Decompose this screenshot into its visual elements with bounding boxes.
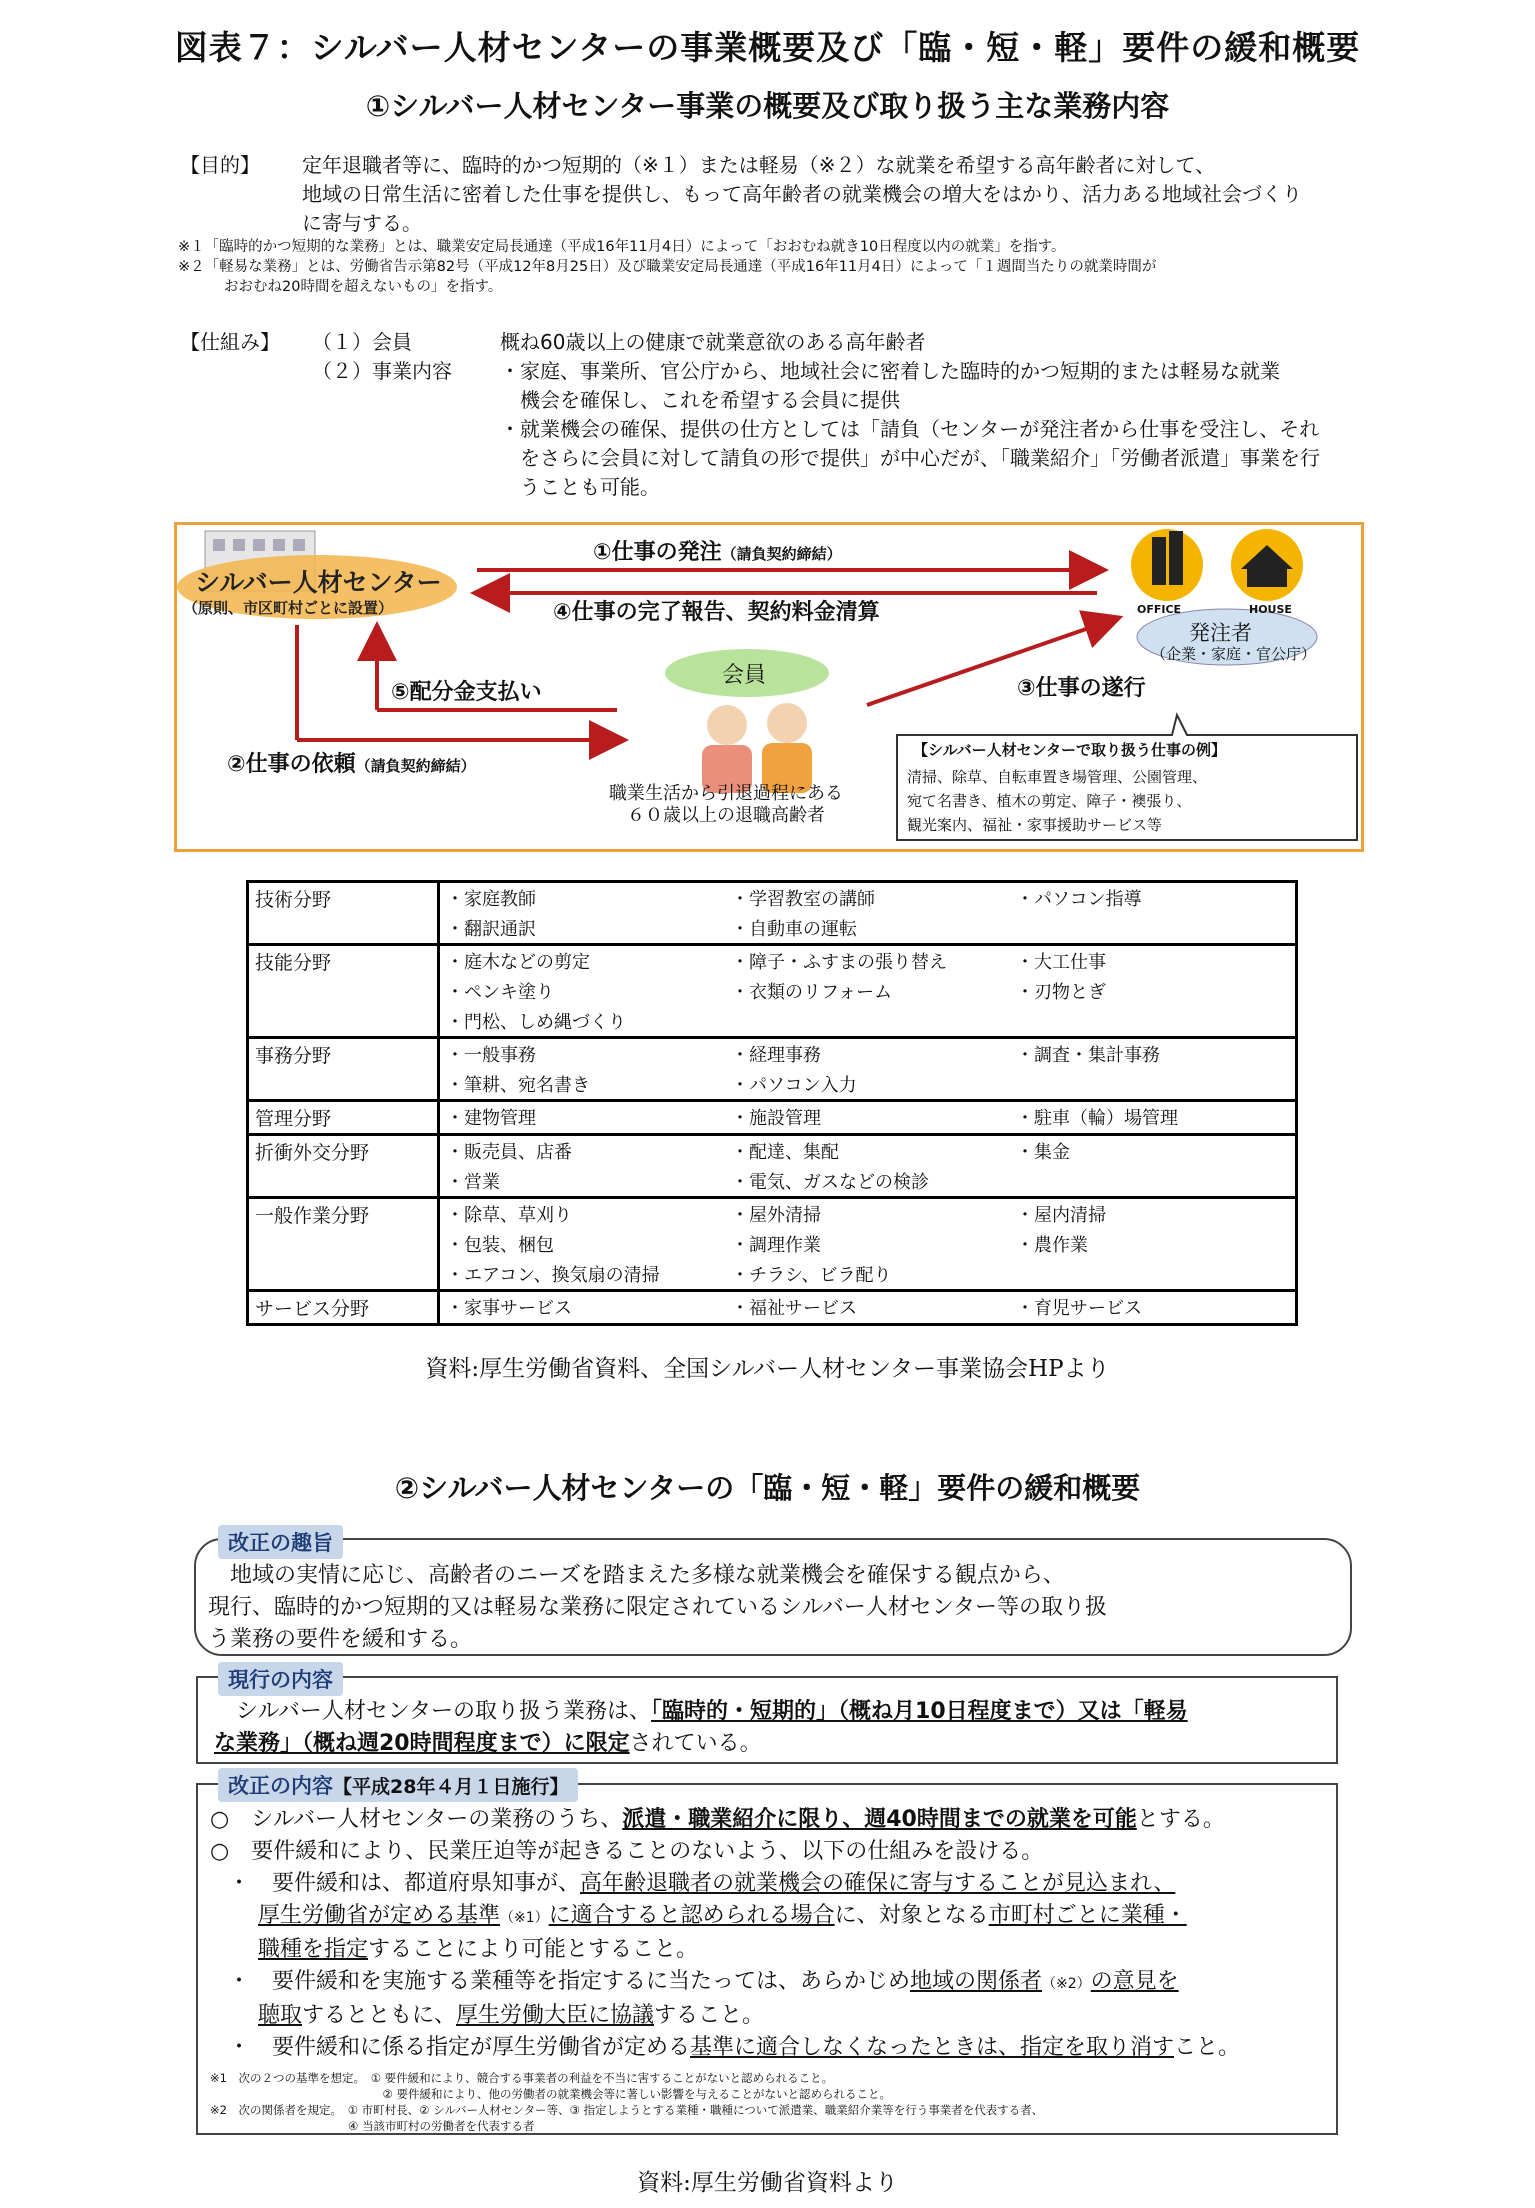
purpose-line: 定年退職者等に、臨時的かつ短期的（※１）または軽易（※２）な就業を希望する高年齢者に対して、: [302, 153, 1216, 177]
field-item: ・調査・集計事務: [1016, 1045, 1160, 1066]
field-item: ・筆耕、宛名書き: [446, 1075, 590, 1096]
field-item: ・障子・ふすまの張り替え: [731, 952, 947, 973]
section1-heading: ①シルバー人材センター事業の概要及び取り扱う主な業務内容: [365, 89, 1170, 123]
field-item: ・集金: [1016, 1142, 1070, 1163]
purpose-line: 地域の日常生活に密着した仕事を提供し、もって高年齢者の就業機会の増大をはかり、活力ある地域社会づくり: [302, 182, 1302, 206]
field-items-row: [440, 1166, 1295, 1196]
mechanism-item-label: （２）事業内容: [312, 359, 452, 383]
revision-tag: [218, 1768, 578, 1802]
rev1-underline: 派遣・職業紹介に限り、週40時間までの就業を可能: [622, 1807, 1137, 1832]
mech-line: をさらに会員に対して請負の形で提供」が中心だが、「職業紹介」「労働者派遣」事業を行: [500, 446, 1320, 470]
field-item: ・チラシ、ビラ配り: [731, 1265, 892, 1286]
aim-text: [208, 1560, 1107, 1656]
field-item: ・エアコン、換気扇の清掃: [446, 1265, 660, 1286]
current-post: されている。: [629, 1731, 762, 1756]
revision-text: [210, 1804, 1240, 2134]
example-line: 観光案内、福祉・家事援助サービス等: [907, 816, 1163, 834]
current-limit-2: な業務」（概ね週20時間程度まで）に限定: [214, 1731, 630, 1756]
business-flow-diagram: [174, 522, 1364, 852]
office-icon: [1131, 529, 1203, 601]
work-fields-table: [246, 880, 1298, 1326]
b1-standard: 厚生労働省が定める基準: [258, 1903, 501, 1928]
b3-pre: ・ 要件緩和に係る指定が厚生労働省が定める: [228, 2035, 691, 2060]
field-items-row: [440, 1229, 1295, 1259]
examples-title: 【シルバー人材センターで取り扱う仕事の例】: [913, 741, 1226, 759]
current-tag: 現行の内容: [218, 1662, 343, 1696]
b2-note-ref: （※2）: [1042, 1976, 1091, 1992]
mechanism-item-label: （１）会員: [312, 330, 412, 354]
field-item: ・自動車の運転: [731, 919, 857, 940]
field-item: ・駐車（輪）場管理: [1016, 1108, 1178, 1129]
source-1: 資料:厚生労働省資料、全国シルバー人材センター事業協会HPより: [425, 1356, 1110, 1382]
b3-post: こと。: [1174, 2035, 1241, 2060]
arrow1-text: ①仕事の発注: [593, 540, 722, 565]
field-item: ・包装、梱包: [446, 1235, 554, 1256]
field-item: ・パソコン指導: [1016, 889, 1142, 910]
rev-note-line: ※2 次の関係者を規定。 ① 市町村長、② シルバー人材センター等、③ 指定しようとする業種・職種について派遣業、職業紹介業等を行う事業者を代表する者、: [210, 2103, 1044, 2117]
example-line: 清掃、除草、自転車置き場管理、公園管理、: [907, 768, 1208, 786]
member-label: 会員: [722, 663, 767, 688]
revision-date: 【平成28年４月１日施行】: [333, 1776, 569, 1798]
field-name: 管理分野: [248, 1101, 439, 1135]
field-item: ・学習教室の講師: [731, 889, 875, 910]
arrow2-label: [227, 747, 476, 778]
field-item: ・家事サービス: [446, 1298, 572, 1319]
orderer-sub: （企業・家庭・官公庁）: [1151, 645, 1317, 663]
field-item: ・大工仕事: [1016, 952, 1106, 973]
rev-note-line: ② 要件緩和により、他の労働者の就業機会等に著しい影響を与えることがないと認められること。: [210, 2087, 891, 2101]
mechanism-item-text: [500, 357, 1320, 502]
field-row: [248, 1198, 1297, 1291]
field-items: [439, 1198, 1297, 1291]
rev1-pre: ○ シルバー人材センターの業務のうち、: [210, 1807, 623, 1832]
member-desc: [609, 783, 843, 827]
center-name: シルバー人材センター: [195, 568, 442, 597]
arrow5-label: ⑤配分金支払い: [391, 680, 542, 705]
field-item: ・刃物とぎ: [1016, 982, 1106, 1003]
purpose-text: [302, 151, 1302, 238]
field-item: ・電気、ガスなどの検診: [731, 1172, 929, 1193]
b1-pre: ・ 要件緩和は、都道府県知事が、: [228, 1871, 581, 1896]
section2-heading: ②シルバー人材センターの「臨・短・軽」要件の緩和概要: [394, 1471, 1141, 1505]
aim-line: 現行、臨時的かつ短期的又は軽易な業務に限定されているシルバー人材センター等の取り扱: [208, 1595, 1108, 1620]
b3-underline: 基準に適合しなくなったときは、指定を取り消す: [690, 2035, 1175, 2060]
note-line: ※２「軽易な業務」とは、労働省告示第82号（平成12年8月25日）及び職業安定局長通達（平成16年11月4日）によって「１週間当たりの就業時間が: [178, 259, 1157, 275]
house-label: HOUSE: [1249, 603, 1292, 616]
field-items-row: [440, 1199, 1295, 1229]
b2-consult: 厚生労働大臣に協議: [456, 2003, 655, 2028]
note-line: おおむね20時間を超えないもの」を指す。: [224, 279, 503, 295]
mechanism-label: 【仕組み】: [180, 330, 280, 354]
current-pre: シルバー人材センターの取り扱う業務は、: [214, 1699, 652, 1724]
field-name: 折衝外交分野: [248, 1135, 439, 1198]
field-row: [248, 1135, 1297, 1198]
field-item: ・家庭教師: [446, 889, 536, 910]
field-items: [439, 945, 1297, 1038]
field-item: ・屋外清掃: [731, 1205, 821, 1226]
member-desc-line: ６０歳以上の退職高齢者: [627, 805, 825, 826]
mech-line: ・就業機会の確保、提供の仕方としては「請負（センターが発注者から仕事を受注し、それ: [500, 417, 1320, 441]
field-items-row: [440, 1102, 1295, 1132]
revision-tag-text: 改正の内容: [228, 1774, 333, 1798]
purpose-notes: [178, 237, 1156, 297]
mech-line: ・家庭、事業所、官公庁から、地域社会に密着した臨時的かつ短期的または軽易な就業: [500, 359, 1280, 383]
field-items-row: [440, 883, 1295, 913]
rev-note-line: ④ 当該市町村の労働者を代表する者: [210, 2119, 535, 2133]
field-item: ・翻訳通訳: [446, 919, 536, 940]
note-line: ※１「臨時的かつ短期的な業務」とは、職業安定局長通達（平成16年11月4日）によって「おおむね就き10日程度以内の就業」を指す。: [178, 239, 1066, 255]
house-icon: [1231, 529, 1303, 601]
field-item: ・育児サービス: [1016, 1298, 1142, 1319]
orderer-label: 発注者: [1189, 621, 1252, 645]
b2-pre: ・ 要件緩和を実施する業種等を指定するに当たっては、あらかじめ: [228, 1969, 911, 1994]
field-items-row: [440, 1039, 1295, 1069]
field-name: 事務分野: [248, 1038, 439, 1101]
field-items-row: [440, 976, 1295, 1006]
arrow1-label: [593, 535, 842, 566]
field-name: 技術分野: [248, 882, 439, 945]
field-row: [248, 1291, 1297, 1325]
arrow3-label: ③仕事の遂行: [1017, 676, 1146, 701]
field-item: ・ペンキ塗り: [446, 982, 554, 1003]
field-item: ・配達、集配: [731, 1142, 839, 1163]
field-items-row: [440, 1006, 1295, 1036]
b1-municipal: 市町村ごとに業種・: [988, 1903, 1187, 1928]
field-item: ・衣類のリフォーム: [731, 982, 893, 1003]
field-item: ・屋内清掃: [1016, 1205, 1106, 1226]
aim-line: う業務の要件を緩和する。: [208, 1627, 473, 1652]
aim-tag: 改正の趣旨: [218, 1525, 343, 1559]
examples-list: [907, 765, 1207, 837]
source-2: 資料:厚生労働省資料より: [637, 2170, 898, 2196]
field-name: サービス分野: [248, 1291, 439, 1325]
revision-notes: [210, 2070, 1240, 2134]
arrow2-sub: （請負契約締結）: [355, 757, 476, 775]
b2-hear: 聴取: [258, 2003, 303, 2028]
field-item: ・販売員、店番: [446, 1142, 572, 1163]
b2-mid: するとともに、: [302, 2003, 457, 2028]
field-item: ・一般事務: [446, 1045, 536, 1066]
b1-post: することにより可能とすること。: [368, 1937, 699, 1962]
field-item: ・庭木などの剪定: [446, 952, 590, 973]
field-name: 技能分野: [248, 945, 439, 1038]
field-items: [439, 882, 1297, 945]
b1-conform: に適合すると認められる場合: [548, 1903, 835, 1928]
field-items-row: [440, 913, 1295, 943]
current-limit-1: 「臨時的・短期的」（概ね月10日程度まで）又は「軽易: [651, 1699, 1188, 1724]
b1-designate: 職種を指定: [258, 1937, 369, 1962]
field-row: [248, 1038, 1297, 1101]
field-item: ・除草、草刈り: [446, 1205, 572, 1226]
field-items-row: [440, 1292, 1295, 1322]
field-items-row: [440, 946, 1295, 976]
b1-note-ref: （※1）: [500, 1910, 549, 1926]
mechanism-item-text: 概ね60歳以上の健康で就業意欲のある高年齢者: [500, 330, 926, 354]
arrow1-sub: （請負契約締結）: [721, 545, 842, 563]
field-items: [439, 1038, 1297, 1101]
aim-line: 地域の実情に応じ、高齢者のニーズを踏まえた多様な就業機会を確保する観点から、: [208, 1563, 1065, 1588]
field-row: [248, 882, 1297, 945]
purpose-label: 【目的】: [180, 153, 260, 177]
rev-note-line: ※1 次の２つの基準を想定。 ① 要件緩和により、競合する事業者の利益を不当に害することがないと認められること。: [210, 2071, 834, 2085]
arrow4-label: ④仕事の完了報告、契約料金清算: [553, 600, 880, 625]
b2-stakeholders: 地域の関係者: [910, 1969, 1043, 1994]
field-item: ・経理事務: [731, 1045, 821, 1066]
current-text: [214, 1696, 1188, 1760]
members-illustration-icon: [702, 703, 812, 793]
field-items-row: [440, 1259, 1295, 1289]
field-item: ・門松、しめ縄づくり: [446, 1012, 626, 1033]
work-fields-body: [248, 882, 1297, 1325]
rev1-post: とする。: [1136, 1807, 1225, 1832]
field-item: ・建物管理: [446, 1108, 536, 1129]
purpose-line: に寄与する。: [302, 211, 422, 235]
field-items-row: [440, 1069, 1295, 1099]
b1-underline: 高年齢退職者の就業機会の確保に寄与することが見込まれ、: [580, 1871, 1176, 1896]
member-desc-line: 職業生活から引退過程にある: [609, 783, 843, 804]
field-items: [439, 1291, 1297, 1325]
field-items: [439, 1135, 1297, 1198]
rev2: ○ 要件緩和により、民業圧迫等が起きることのないよう、以下の仕組みを設ける。: [210, 1839, 1044, 1864]
office-label: OFFICE: [1137, 603, 1182, 616]
field-items: [439, 1101, 1297, 1135]
field-item: ・パソコン入力: [731, 1075, 857, 1096]
field-item: ・施設管理: [731, 1108, 821, 1129]
mech-line: うことも可能。: [500, 475, 660, 499]
page-title: 図表７：シルバー人材センターの事業概要及び「臨・短・軽」要件の緩和概要: [174, 28, 1361, 67]
example-line: 宛て名書き、植木の剪定、障子・襖張り、: [907, 792, 1192, 810]
field-item: ・営業: [446, 1172, 500, 1193]
field-item: ・福祉サービス: [731, 1298, 857, 1319]
arrow2-text: ②仕事の依頼: [227, 752, 356, 777]
b2-post: すること。: [654, 2003, 765, 2028]
field-row: [248, 1101, 1297, 1135]
field-items-row: [440, 1136, 1295, 1166]
field-item: ・農作業: [1016, 1235, 1088, 1256]
field-name: 一般作業分野: [248, 1198, 439, 1291]
center-sub: （原則、市区町村ごとに設置）: [183, 599, 394, 617]
b1-mid: に、対象となる: [834, 1903, 989, 1928]
field-item: ・調理作業: [731, 1235, 821, 1256]
field-row: [248, 945, 1297, 1038]
b2-opinion: の意見を: [1090, 1969, 1179, 1994]
mech-line: 機会を確保し、これを希望する会員に提供: [500, 388, 900, 412]
